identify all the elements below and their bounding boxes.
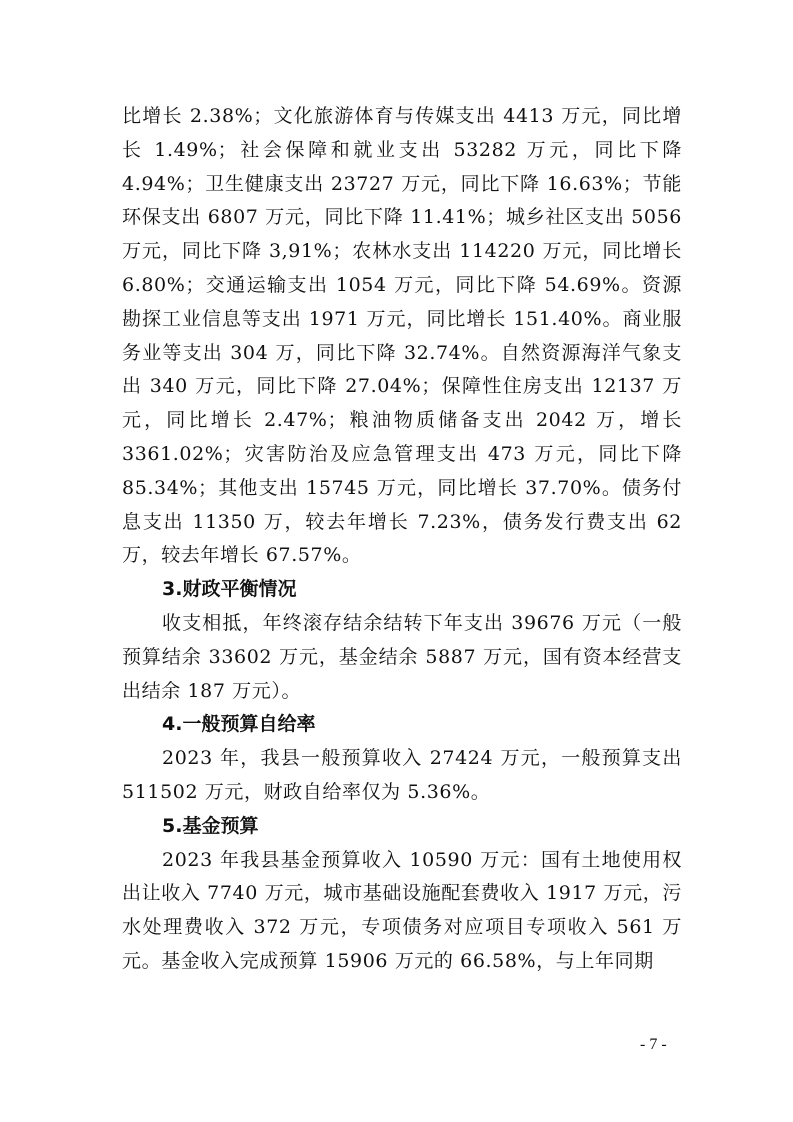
section-heading-fiscal-balance: 3.财政平衡情况 [162,578,297,601]
section-heading-self-sufficiency: 4.一般预算自给率 [162,713,316,736]
fund-budget-paragraph: 2023 年我县基金预算收入 10590 万元：国有土地使用权出让收入 7740 万元，城市基础设施配套费收入 1917 万元，污水处理费收入 372 万元，专项债务对应项目专项收入 561 万元。基金收入完成预算 15906 万元的 66.58%，与上年同期 [122,848,682,972]
expenditure-paragraph: 比增长 2.38%；文化旅游体育与传媒支出 4413 万元，同比增长 1.49%；社会保障和就业支出 53282 万元，同比下降 4.94%；卫生健康支出 23727 万元，同比下降 16.63%；节能环保支出 6807 万元，同比下降 11.41%；城乡社区支出 5056 万元，同比下降 3,91%；农林水支出 114220 万元，同比增长 6.80%；交通运输支出 1054 万元，同比下降 54.69%。资源勘探工业信息等支出 1971 万元，同比增长 151.40%。商业服务业等支出 304 万，同比下降 32.74%。自然资源海洋气象支出 340 万元，同比下降 27.04%；保障性住房支出 12137 万元，同比增长 2.47%；粮油物质储备支出 2042 万，增长 3361.02%；灾害防治及应急管理支出 473 万元，同比下降 85.34%；其他支出 15745 万元，同比增长 37.70%。债务付息支出 11350 万，较去年增长 7.23%，债务发行费支出 62 万，较去年增长 67.57%。 [122,105,682,567]
fiscal-balance-paragraph: 收支相抵，年终滚存结余结转下年支出 39676 万元（一般预算结余 33602 万元，基金结余 5887 万元，国有资本经营支出结余 187 万元）。 [122,611,682,702]
page-body [122,100,682,979]
page-number: - 7 - [640,1036,667,1053]
self-sufficiency-paragraph: 2023 年，我县一般预算收入 27424 万元，一般预算支出 511502 万元，财政自给率仅为 5.36%。 [122,747,682,803]
section-heading-fund-budget: 5.基金预算 [162,814,259,837]
